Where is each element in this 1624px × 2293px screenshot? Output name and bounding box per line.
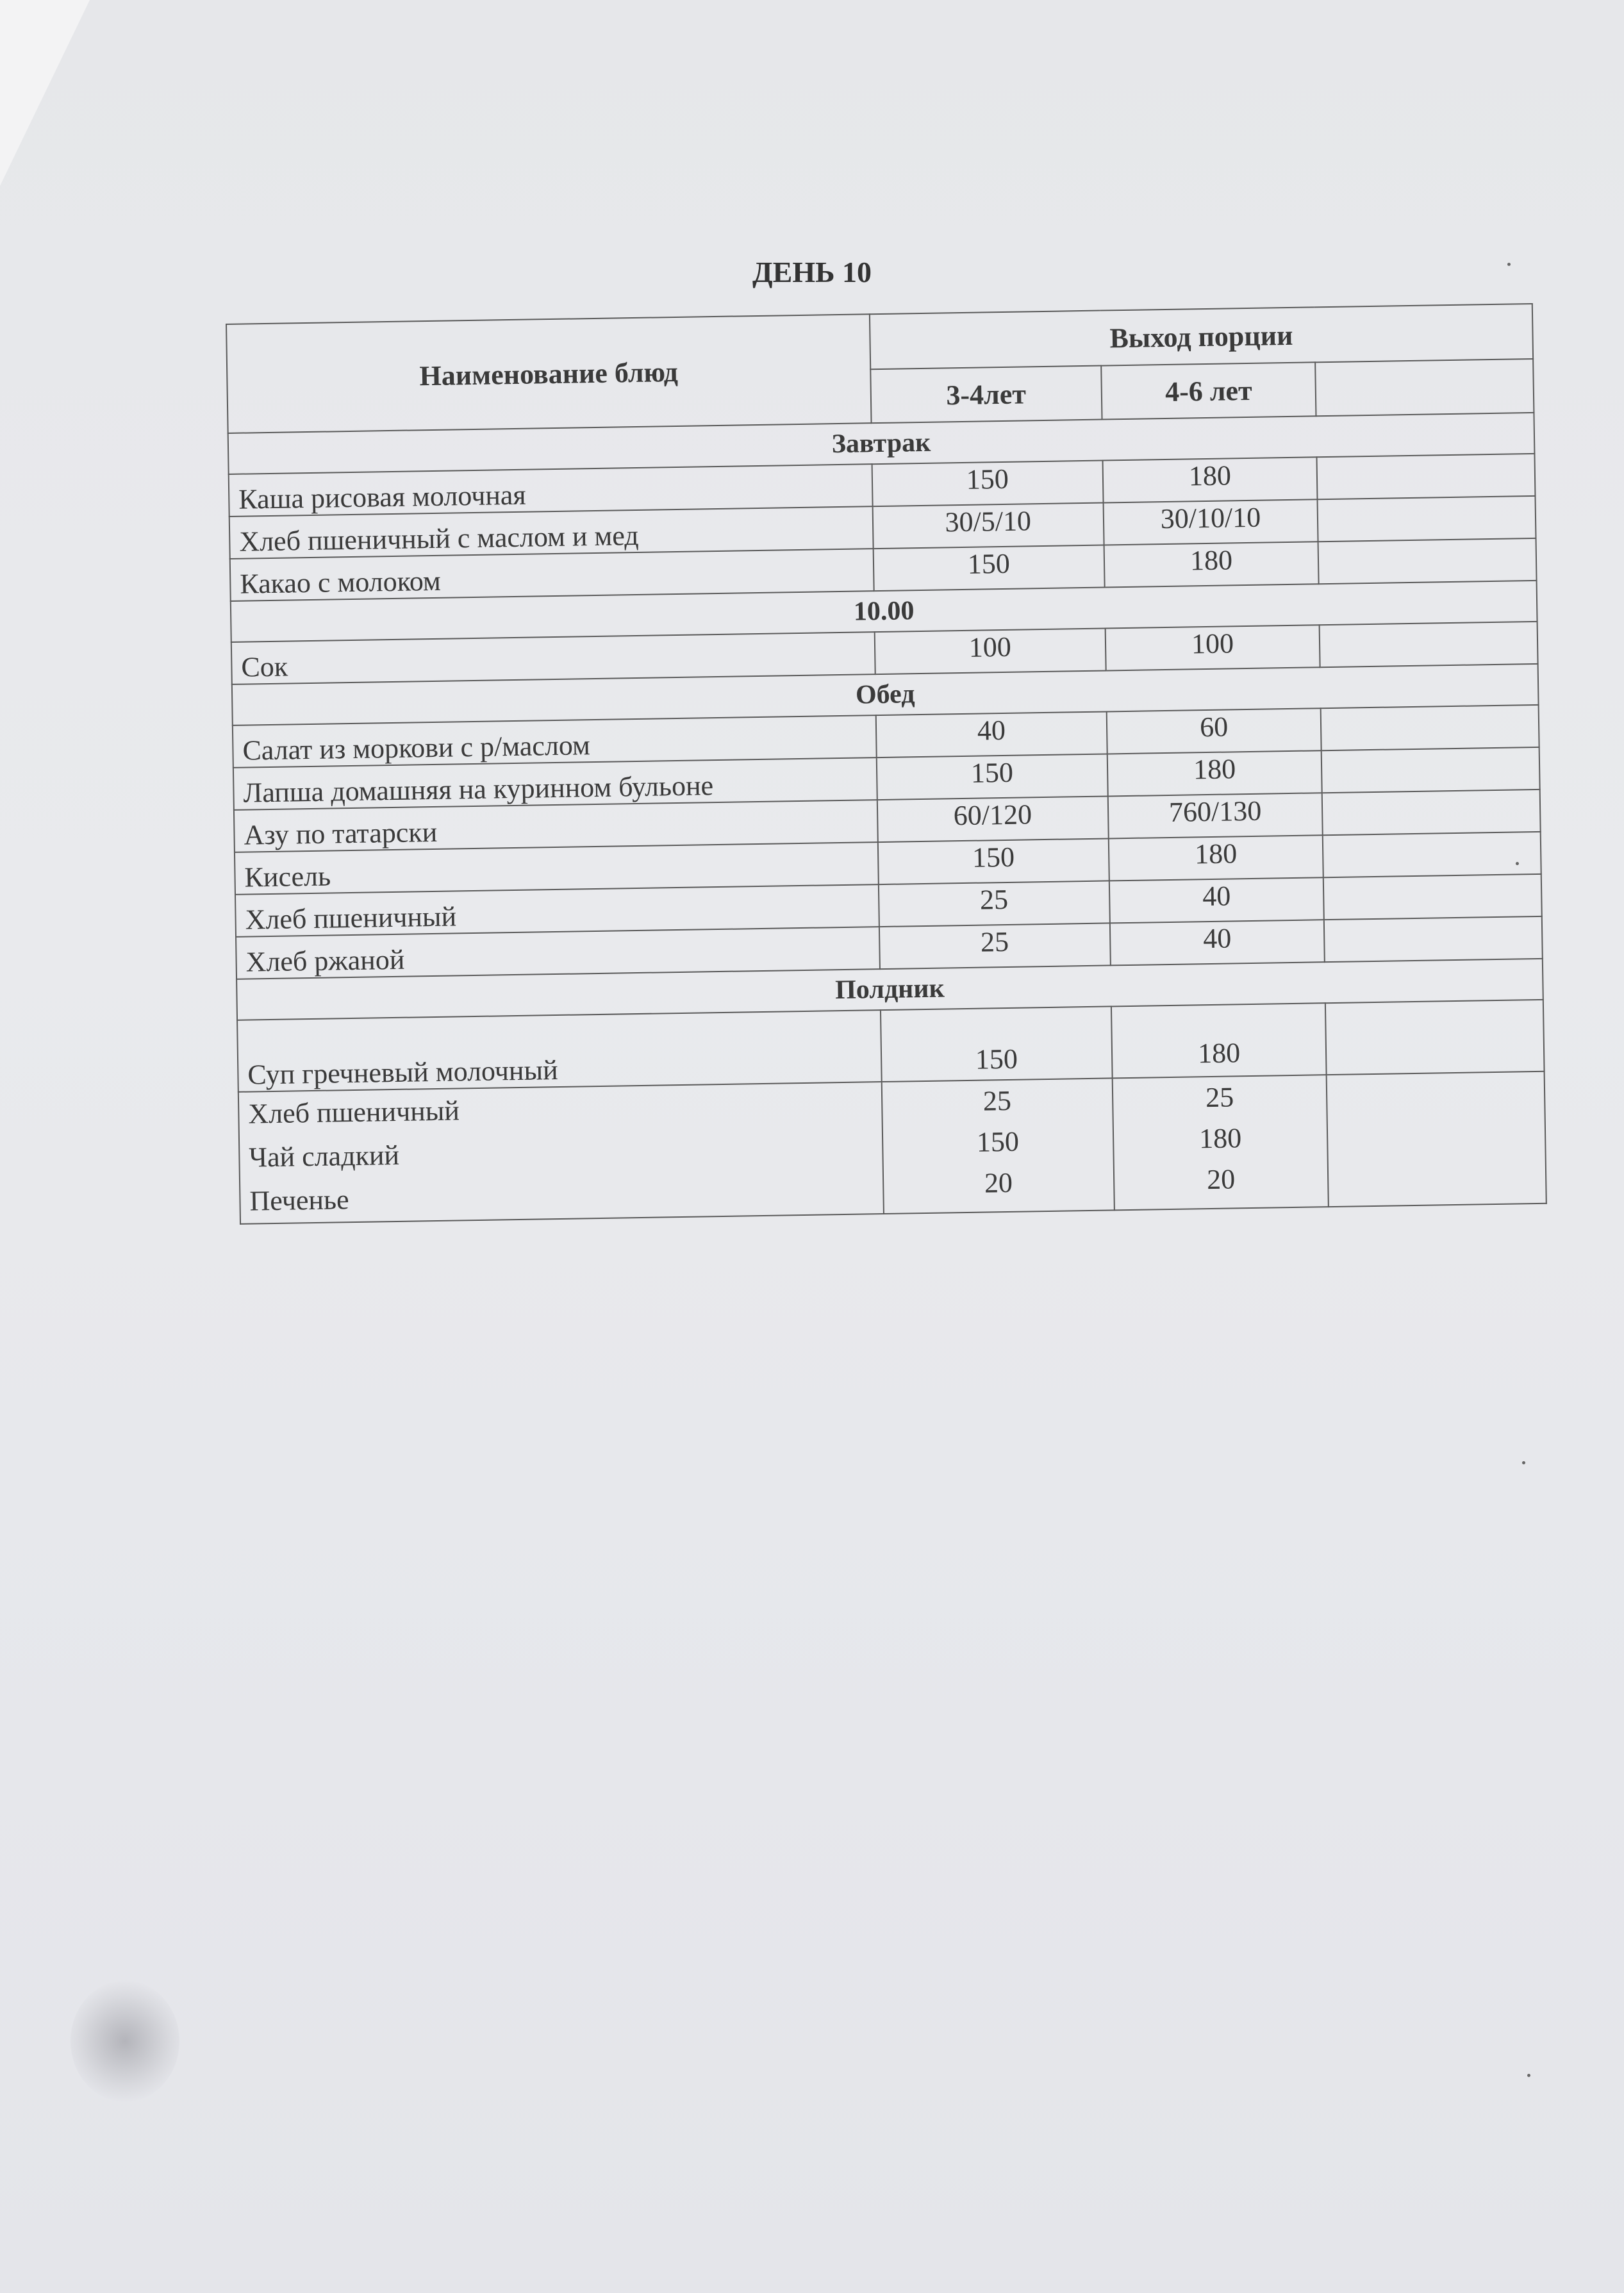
section-breakfast: Завтрак [228,413,1535,474]
empty-cell [1323,832,1541,877]
portion-4-6: 180 [1111,1003,1327,1078]
paper-speck [1522,1461,1525,1464]
dish-name: Хлеб ржаной [236,927,880,979]
empty-cell [1320,622,1538,667]
portion-4-6: 25 [1205,1081,1234,1114]
portion-3-4: 150 [881,1006,1113,1082]
portion-3-4: 25 [879,881,1110,927]
portion-3-4-group [881,1078,1114,1214]
empty-cell [1323,874,1542,920]
header-age-3-4: 3-4лет [870,366,1102,423]
section-1000: 10.00 [231,581,1537,642]
dish-name: Кисель [235,842,879,895]
portion-3-4: 60/120 [877,796,1109,842]
portion-4-6: 180 [1104,542,1319,587]
page-title: ДЕНЬ 10 [752,256,872,288]
portion-3-4: 150 [976,1125,1020,1158]
dish-name: Салат из моркови с р/маслом [233,715,877,768]
portion-4-6: 180 [1198,1122,1242,1155]
paper-smudge [70,1980,179,2102]
paper-speck [1527,2074,1530,2077]
empty-cell [1318,538,1537,584]
page-fold [0,0,90,186]
dish-name: Сок [231,632,875,684]
portion-3-4: 30/5/10 [872,503,1104,549]
header-empty [1315,359,1534,416]
dish-name: Азу по татарски [234,800,878,852]
dish-name: Хлеб пшеничный [247,1095,460,1130]
portion-4-6: 40 [1110,920,1325,965]
dish-name: Печенье [249,1184,349,1217]
empty-cell [1325,1000,1544,1075]
empty-cell [1322,747,1540,793]
portion-3-4: 150 [877,754,1108,800]
portion-3-4: 150 [872,461,1103,507]
menu-table [226,303,1547,1225]
portion-3-4: 40 [876,711,1107,757]
dish-name: Хлеб пшеничный с маслом и мед [229,506,874,559]
empty-cell [1317,454,1536,499]
portion-3-4: 25 [982,1084,1012,1117]
empty-cell [1327,1072,1546,1207]
portion-4-6: 30/10/10 [1103,499,1318,545]
portion-4-6: 20 [1206,1163,1236,1196]
dish-name: Хлеб пшеничный [235,884,879,937]
portion-4-6: 180 [1109,835,1324,881]
dish-name: Суп гречневый молочный [237,1010,881,1092]
portion-4-6: 180 [1102,457,1318,502]
section-afternoon: Полдник [236,959,1543,1020]
table-row [238,1072,1546,1224]
dish-name: Каша рисовая молочная [229,464,873,517]
header-portion: Выход порции [870,304,1533,369]
header-age-4-6: 4-6 лет [1101,363,1316,420]
portion-4-6-group [1112,1075,1329,1210]
portion-3-4: 20 [984,1166,1013,1199]
portion-3-4: 150 [873,545,1104,592]
dish-name-group [238,1082,884,1224]
portion-4-6: 760/130 [1107,793,1323,838]
section-lunch: Обед [232,664,1539,725]
portion-4-6: 100 [1105,625,1320,670]
empty-cell [1321,705,1539,750]
dish-name: Чай сладкий [249,1139,400,1173]
portion-3-4: 150 [878,838,1109,884]
portion-4-6: 180 [1107,750,1322,796]
portion-4-6: 40 [1109,877,1325,923]
empty-cell [1318,496,1536,542]
empty-cell [1324,916,1543,962]
portion-3-4: 100 [874,629,1106,675]
header-dish-name: Наименование блюд [226,314,871,433]
dish-name: Какао с молоком [230,549,874,601]
empty-cell [1322,790,1541,835]
portion-4-6: 60 [1106,708,1322,754]
dish-name: Лапша домашняя на куринном бульоне [233,757,877,810]
portion-3-4: 25 [879,923,1111,969]
